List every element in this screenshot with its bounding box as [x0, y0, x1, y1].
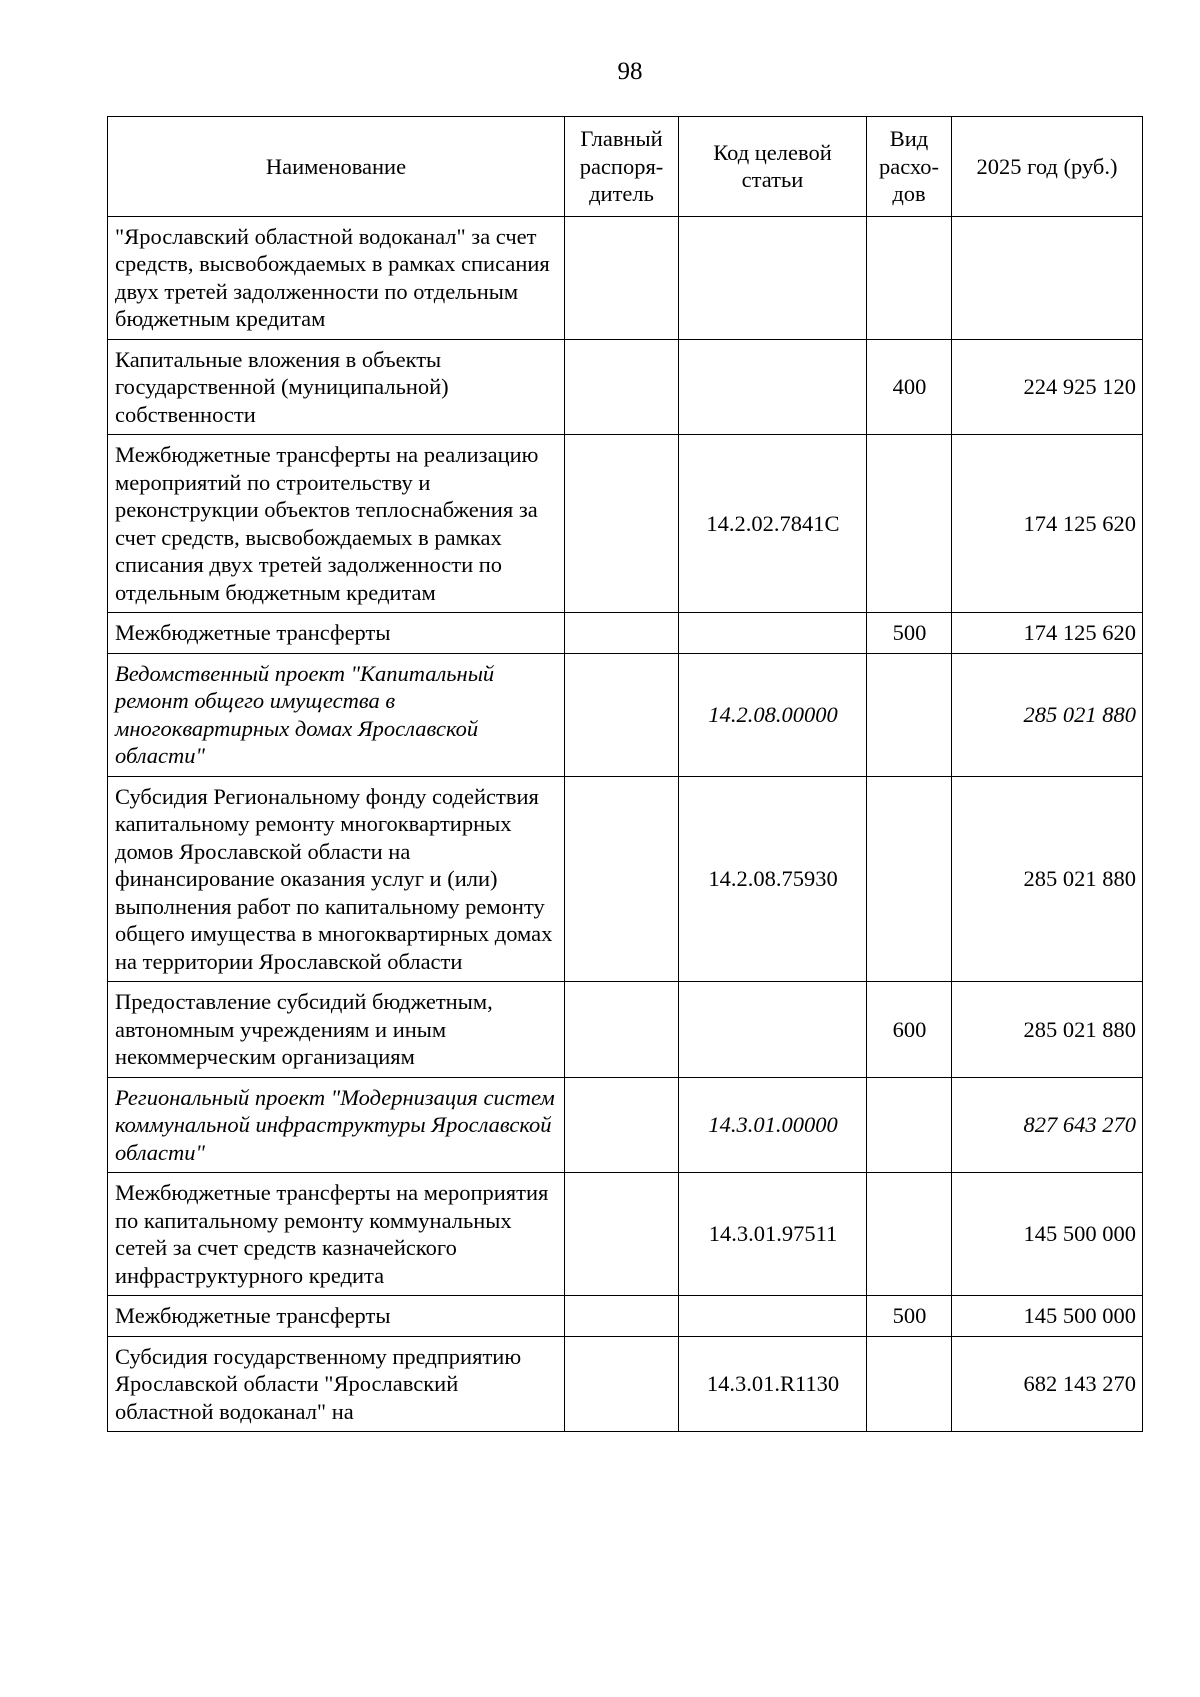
cell-name: Региональный проект "Модернизация систем коммунальной инфраструктуры Ярославской области"	[108, 1077, 565, 1173]
cell-manager	[565, 653, 679, 776]
table-body	[108, 216, 1143, 1432]
cell-type	[867, 653, 952, 776]
table-row	[108, 653, 1143, 776]
cell-manager	[565, 435, 679, 613]
cell-amount: 285 021 880	[952, 776, 1143, 982]
cell-manager	[565, 1296, 679, 1337]
cell-manager	[565, 1077, 679, 1173]
cell-name: Межбюджетные трансферты на реализацию мероприятий по строительству и реконструкции объектов теплоснабжения за счет средств, высвобождаемых в рамках списания двух третей задолженности по отдельным бюджетным кредитам	[108, 435, 565, 613]
header-code: Код целевой статьи	[679, 117, 867, 217]
cell-name: Межбюджетные трансферты	[108, 613, 565, 654]
cell-name: "Ярославский областной водоканал" за счет средств, высвобождаемых в рамках списания двух третей задолженности по отдельным бюджетным кредитам	[108, 216, 565, 339]
cell-type	[867, 1077, 952, 1173]
table-row	[108, 982, 1143, 1078]
cell-code: 14.3.01.97511	[679, 1173, 867, 1296]
cell-amount	[952, 216, 1143, 339]
table-row	[108, 339, 1143, 435]
cell-code	[679, 1296, 867, 1337]
cell-manager	[565, 613, 679, 654]
cell-name: Субсидия Региональному фонду содействия капитальному ремонту многоквартирных домов Ярославской области на финансирование оказания услуг и (или) выполнения работ по капитальному ремонту общего имущества в многоквартирных домах на территории Ярославской области	[108, 776, 565, 982]
cell-type	[867, 216, 952, 339]
table-header-row	[108, 117, 1143, 217]
cell-type: 600	[867, 982, 952, 1078]
budget-table	[107, 116, 1143, 1432]
cell-manager	[565, 1173, 679, 1296]
header-name: Наименование	[108, 117, 565, 217]
page-number: 98	[617, 58, 643, 85]
header-year: 2025 год (руб.)	[952, 117, 1143, 217]
cell-type: 500	[867, 1296, 952, 1337]
table-row	[108, 1296, 1143, 1337]
cell-manager	[565, 216, 679, 339]
cell-type	[867, 776, 952, 982]
cell-amount: 145 500 000	[952, 1296, 1143, 1337]
table-row	[108, 1336, 1143, 1432]
cell-amount: 285 021 880	[952, 653, 1143, 776]
cell-amount: 285 021 880	[952, 982, 1143, 1078]
table-row	[108, 1173, 1143, 1296]
cell-code: 14.3.01.00000	[679, 1077, 867, 1173]
header-manager: Главный распоря-дитель	[565, 117, 679, 217]
cell-name: Субсидия государственному предприятию Ярославской области "Ярославский областной водоканал" на	[108, 1336, 565, 1432]
cell-type	[867, 1173, 952, 1296]
cell-amount: 224 925 120	[952, 339, 1143, 435]
cell-code	[679, 339, 867, 435]
cell-name: Межбюджетные трансферты	[108, 1296, 565, 1337]
header-type: Вид расхо-дов	[867, 117, 952, 217]
cell-manager	[565, 982, 679, 1078]
cell-manager	[565, 1336, 679, 1432]
cell-name: Капитальные вложения в объекты государственной (муниципальной) собственности	[108, 339, 565, 435]
cell-type	[867, 1336, 952, 1432]
cell-code	[679, 216, 867, 339]
cell-type: 400	[867, 339, 952, 435]
cell-code: 14.2.08.75930	[679, 776, 867, 982]
cell-name: Межбюджетные трансферты на мероприятия по капитальному ремонту коммунальных сетей за счет средств казначейского инфраструктурного кредита	[108, 1173, 565, 1296]
table-row	[108, 216, 1143, 339]
table-row	[108, 435, 1143, 613]
cell-code	[679, 982, 867, 1078]
cell-type	[867, 435, 952, 613]
cell-manager	[565, 339, 679, 435]
cell-name: Предоставление субсидий бюджетным, автономным учреждениям и иным некоммерческим организациям	[108, 982, 565, 1078]
table-row	[108, 613, 1143, 654]
table-row	[108, 1077, 1143, 1173]
cell-type: 500	[867, 613, 952, 654]
cell-amount: 174 125 620	[952, 613, 1143, 654]
cell-name: Ведомственный проект "Капитальный ремонт общего имущества в многоквартирных домах Ярославской области"	[108, 653, 565, 776]
cell-code	[679, 613, 867, 654]
cell-amount: 145 500 000	[952, 1173, 1143, 1296]
cell-amount: 682 143 270	[952, 1336, 1143, 1432]
cell-amount: 174 125 620	[952, 435, 1143, 613]
cell-manager	[565, 776, 679, 982]
cell-code: 14.2.02.7841С	[679, 435, 867, 613]
cell-code: 14.2.08.00000	[679, 653, 867, 776]
cell-code: 14.3.01.R1130	[679, 1336, 867, 1432]
table-row	[108, 776, 1143, 982]
cell-amount: 827 643 270	[952, 1077, 1143, 1173]
